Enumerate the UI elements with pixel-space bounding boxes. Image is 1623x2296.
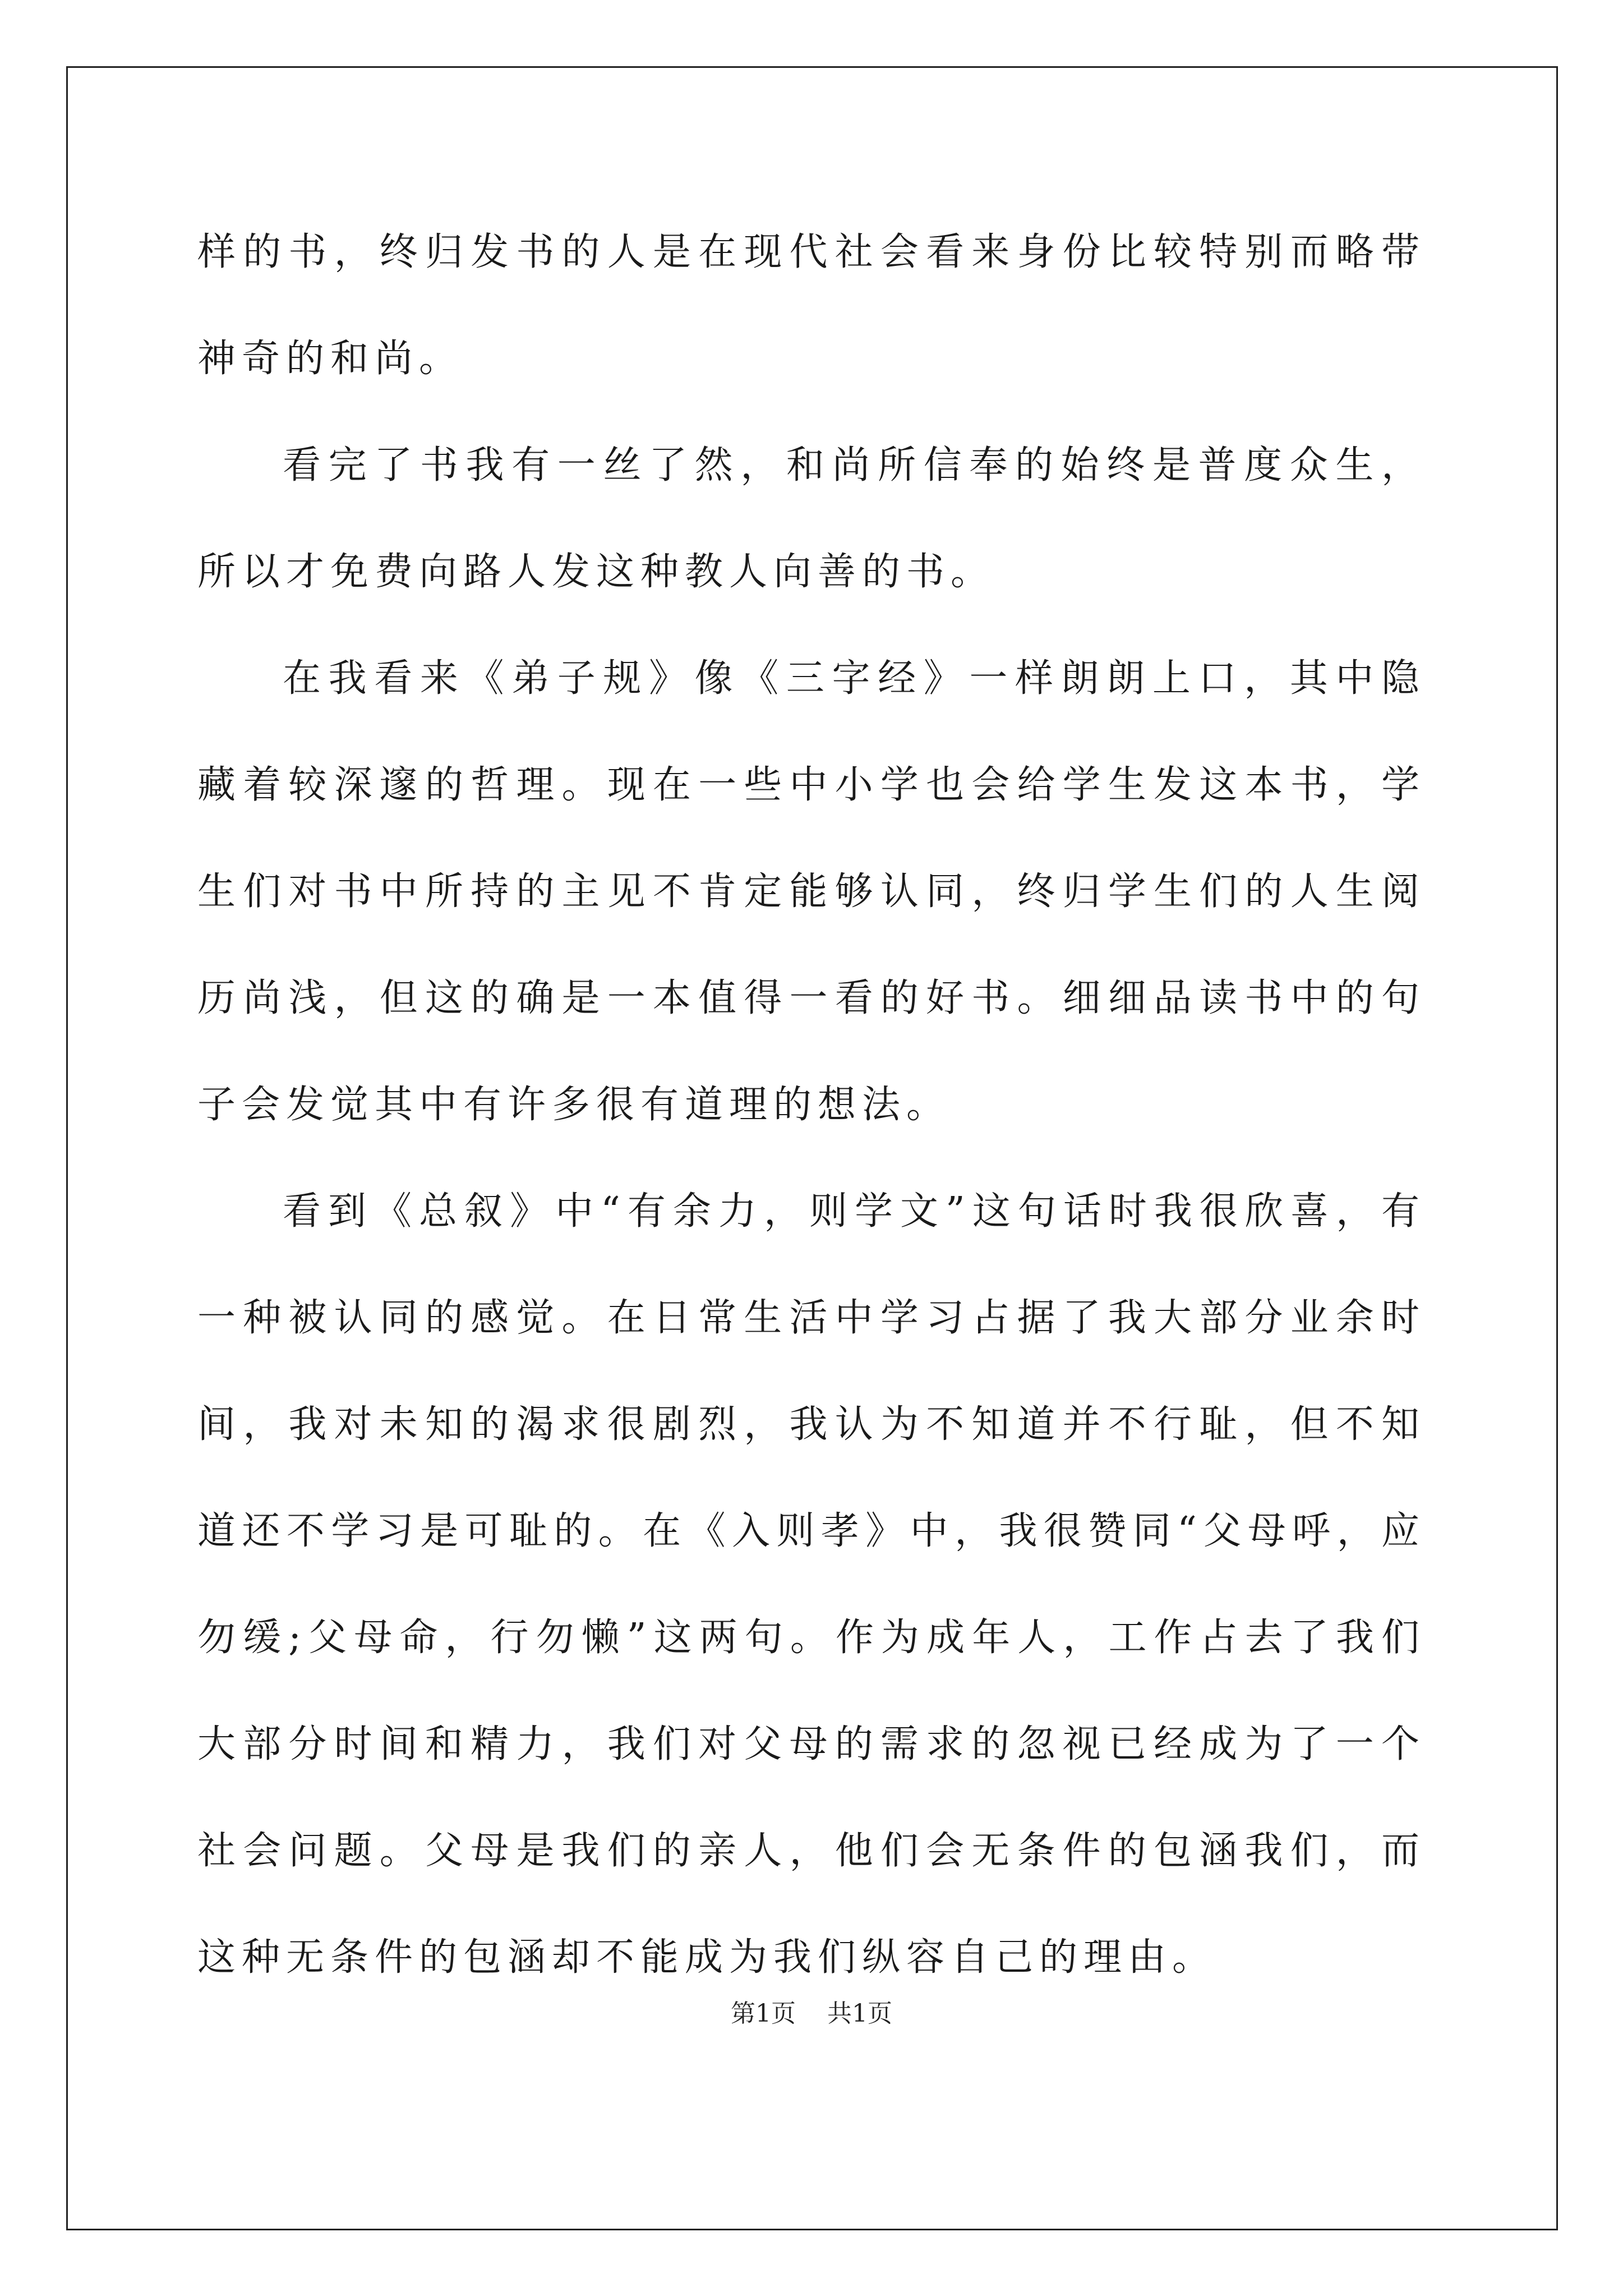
text-line: 和尚。 — [330, 337, 464, 381]
page-footer — [0, 1997, 1623, 2031]
text-line: 看完了书我有一丝了然，和尚所信奉的始终是普度众生，所以才 — [197, 443, 1426, 594]
text-line: 持的主见不肯定能够认同，终归学生们的人生阅历尚浅，但这的确是 — [197, 869, 1426, 1020]
page-number-total: 共1页 — [827, 1999, 892, 2028]
text-line: 被认同的感觉。在日常生活中学习占据了我大部分业余时间，我对未 — [197, 1296, 1426, 1447]
text-line: 的理由。 — [1039, 1935, 1217, 1980]
text-line: 深邃的哲理。现在一些中小学也会给学生发这本书，学生们对书中所 — [197, 763, 1426, 914]
page-number-current: 第1页 — [731, 1999, 796, 2028]
paragraph-3 — [197, 625, 1426, 1158]
document-body — [197, 199, 1426, 2011]
text-line: 的。在《入则孝》中，我很赞同“父母呼，应勿缓;父母命，行勿懒” — [197, 1509, 1426, 1660]
text-line: 会无条件的包涵我们，而这种无条件的包涵却不能成为我们纵容自己 — [197, 1829, 1426, 1980]
text-line: 一本值得一看的好书。细细品读书中的句子会发觉其中有许多很有道 — [197, 976, 1426, 1127]
text-line: 理的想法。 — [729, 1083, 951, 1127]
text-line: 在我看来《弟子规》像《三字经》一样朗朗上口，其中隐藏着较 — [197, 656, 1426, 807]
text-line: 看到《总叙》中“有余力，则学文”这句话时我很欣喜，有一种 — [197, 1189, 1426, 1340]
text-line: 这两句。作为成年人，工作占去了我们大部分时间和精力，我们对父 — [197, 1616, 1426, 1766]
text-line: 知的渴求很剧烈，我认为不知道并不行耻，但不知道还不学习是可耻 — [197, 1402, 1426, 1553]
paragraph-4 — [197, 1158, 1426, 2011]
text-line: 免费向路人发这种教人向善的书。 — [330, 550, 995, 594]
text-line: 样的书，终归发书的人是在现代社会看来身份比较特别而略带神奇的 — [197, 230, 1426, 381]
text-line: 母的需求的忽视已经成为了一个社会问题。父母是我们的亲人，他们 — [197, 1722, 1426, 1873]
paragraph-1 — [197, 199, 1426, 412]
paragraph-2 — [197, 412, 1426, 625]
